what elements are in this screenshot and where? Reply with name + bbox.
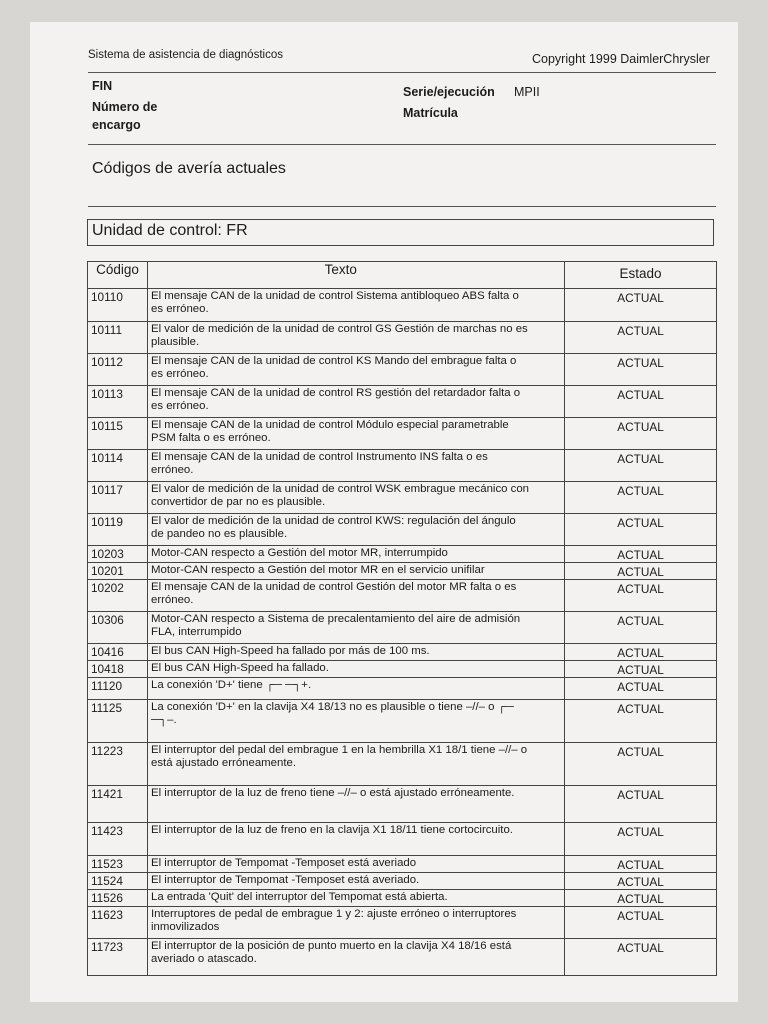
column-header-status: Estado (565, 262, 717, 289)
fault-codes-table (87, 261, 717, 976)
table-row (88, 907, 717, 939)
control-unit-box (87, 219, 714, 246)
table-row (88, 823, 717, 856)
section-rule (88, 206, 716, 207)
row-spacer (534, 786, 565, 823)
fault-description: El mensaje CAN de la unidad de control Módulo especial parametrable PSM falta o es erróneo. (148, 418, 534, 450)
fault-description: El mensaje CAN de la unidad de control Gestión del motor MR falta o es erróneo. (148, 580, 534, 612)
fault-status: ACTUAL (565, 354, 717, 386)
fault-status: ACTUAL (565, 482, 717, 514)
fault-description: La entrada 'Quit' del interruptor del Tempomat está abierta. (148, 890, 534, 907)
fault-description: El interruptor de Tempomat -Temposet está averiado. (148, 873, 534, 890)
fault-description: El mensaje CAN de la unidad de control KS Mando del embrague falta o es erróneo. (148, 354, 534, 386)
fault-code: 11125 (88, 700, 148, 743)
fault-code: 10111 (88, 322, 148, 354)
fault-status: ACTUAL (565, 418, 717, 450)
row-spacer (534, 644, 565, 661)
fault-status: ACTUAL (565, 907, 717, 939)
row-spacer (534, 563, 565, 580)
fault-code: 10418 (88, 661, 148, 678)
fault-status: ACTUAL (565, 890, 717, 907)
fault-status: ACTUAL (565, 580, 717, 612)
table-row (88, 873, 717, 890)
fault-description: El mensaje CAN de la unidad de control Sistema antibloqueo ABS falta o es erróneo. (148, 289, 534, 322)
fin-label: FIN (92, 79, 113, 93)
row-spacer (534, 678, 565, 700)
table-row (88, 678, 717, 700)
fault-code: 11120 (88, 678, 148, 700)
row-spacer (534, 856, 565, 873)
table-row (88, 700, 717, 743)
fault-status: ACTUAL (565, 661, 717, 678)
fault-code: 11223 (88, 743, 148, 786)
fault-description: Motor-CAN respecto a Sistema de precalentamiento del aire de admisión FLA, interrumpido (148, 612, 534, 644)
control-unit-label: Unidad de control: FR (92, 222, 248, 239)
fault-status: ACTUAL (565, 786, 717, 823)
column-spacer (534, 262, 565, 289)
row-spacer (534, 612, 565, 644)
table-row (88, 322, 717, 354)
copyright-notice: Copyright 1999 DaimlerChrysler (532, 52, 710, 66)
row-spacer (534, 450, 565, 482)
fault-code: 10416 (88, 644, 148, 661)
fault-code: 10119 (88, 514, 148, 546)
row-spacer (534, 514, 565, 546)
fault-description: El mensaje CAN de la unidad de control RS gestión del retardador falta o es erróneo. (148, 386, 534, 418)
fault-code: 11526 (88, 890, 148, 907)
fault-code: 10117 (88, 482, 148, 514)
table-row (88, 514, 717, 546)
series-value: MPII (514, 85, 540, 99)
fault-status: ACTUAL (565, 700, 717, 743)
fault-status: ACTUAL (565, 743, 717, 786)
table-row (88, 386, 717, 418)
table-row (88, 354, 717, 386)
table-row (88, 939, 717, 976)
row-spacer (534, 907, 565, 939)
fault-description: El interruptor de la luz de freno en la clavija X1 18/11 tiene cortocircuito. (148, 823, 534, 856)
table-header-row (88, 262, 717, 289)
fault-description: El bus CAN High-Speed ha fallado. (148, 661, 534, 678)
fault-description: El interruptor de Tempomat -Temposet está averiado (148, 856, 534, 873)
row-spacer (534, 482, 565, 514)
row-spacer (534, 546, 565, 563)
column-header-code: Código (88, 262, 148, 289)
row-spacer (534, 823, 565, 856)
document-page (30, 22, 738, 1002)
table-row (88, 580, 717, 612)
row-spacer (534, 289, 565, 322)
fault-code: 10115 (88, 418, 148, 450)
fault-code: 10202 (88, 580, 148, 612)
table-row (88, 418, 717, 450)
fault-status: ACTUAL (565, 386, 717, 418)
fault-description: Motor-CAN respecto a Gestión del motor MR, interrumpido (148, 546, 534, 563)
fault-description: El bus CAN High-Speed ha fallado por más de 100 ms. (148, 644, 534, 661)
fault-code: 10113 (88, 386, 148, 418)
fault-code: 10114 (88, 450, 148, 482)
fault-description: El interruptor del pedal del embrague 1 en la hembrilla X1 18/1 tiene –//– o está ajustado erróneamente. (148, 743, 534, 786)
fault-code: 11723 (88, 939, 148, 976)
row-spacer (534, 661, 565, 678)
fault-description: El valor de medición de la unidad de control WSK embrague mecánico con convertidor de par no es plausible. (148, 482, 534, 514)
fault-status: ACTUAL (565, 939, 717, 976)
header-rule (88, 72, 716, 73)
table-row (88, 482, 717, 514)
row-spacer (534, 580, 565, 612)
row-spacer (534, 386, 565, 418)
table-row (88, 856, 717, 873)
row-spacer (534, 890, 565, 907)
fault-status: ACTUAL (565, 546, 717, 563)
fault-status: ACTUAL (565, 873, 717, 890)
fault-description: Interruptores de pedal de embrague 1 y 2: ajuste erróneo o interruptores inmovilizados (148, 907, 534, 939)
table-row (88, 546, 717, 563)
fault-status: ACTUAL (565, 322, 717, 354)
fault-status: ACTUAL (565, 563, 717, 580)
row-spacer (534, 743, 565, 786)
fault-description: La conexión 'D+' en la clavija X4 18/13 no es plausible o tiene –//– o ┌─ ─┐–. (148, 700, 534, 743)
row-spacer (534, 354, 565, 386)
column-header-text: Texto (148, 262, 534, 289)
fault-description: El valor de medición de la unidad de control KWS: regulación del ángulo de pandeo no es plausible. (148, 514, 534, 546)
fault-code: 10203 (88, 546, 148, 563)
table-row (88, 450, 717, 482)
fault-code: 11421 (88, 786, 148, 823)
row-spacer (534, 873, 565, 890)
fault-status: ACTUAL (565, 289, 717, 322)
fault-code: 10201 (88, 563, 148, 580)
fault-description: La conexión 'D+' tiene ┌─ ─┐+. (148, 678, 534, 700)
fault-status: ACTUAL (565, 612, 717, 644)
table-row (88, 661, 717, 678)
fault-code: 10112 (88, 354, 148, 386)
fault-description: El valor de medición de la unidad de control GS Gestión de marchas no es plausible. (148, 322, 534, 354)
row-spacer (534, 418, 565, 450)
row-spacer (534, 939, 565, 976)
fault-status: ACTUAL (565, 644, 717, 661)
fault-code: 11423 (88, 823, 148, 856)
fault-code: 11523 (88, 856, 148, 873)
fault-code: 11524 (88, 873, 148, 890)
fault-description: El interruptor de la luz de freno tiene –//– o está ajustado erróneamente. (148, 786, 534, 823)
fault-status: ACTUAL (565, 450, 717, 482)
table-row (88, 612, 717, 644)
table-row (88, 289, 717, 322)
fault-status: ACTUAL (565, 823, 717, 856)
table-row (88, 743, 717, 786)
row-spacer (534, 700, 565, 743)
fault-status: ACTUAL (565, 678, 717, 700)
fault-description: Motor-CAN respecto a Gestión del motor MR en el servicio unifilar (148, 563, 534, 580)
order-number-label-line2: encargo (92, 118, 141, 132)
plate-label: Matrícula (403, 106, 458, 120)
fault-code: 10306 (88, 612, 148, 644)
order-number-label-line1: Número de (92, 100, 158, 114)
section-title: Códigos de avería actuales (92, 160, 286, 177)
fault-description: El mensaje CAN de la unidad de control Instrumento INS falta o es erróneo. (148, 450, 534, 482)
fault-code: 11623 (88, 907, 148, 939)
table-row (88, 644, 717, 661)
fault-status: ACTUAL (565, 514, 717, 546)
series-label: Serie/ejecución (403, 85, 495, 99)
fault-code: 10110 (88, 289, 148, 322)
fault-status: ACTUAL (565, 856, 717, 873)
table-row (88, 786, 717, 823)
system-name: Sistema de asistencia de diagnósticos (88, 49, 283, 61)
fault-description: El interruptor de la posición de punto muerto en la clavija X4 18/16 está averiado o atascado. (148, 939, 534, 976)
vehicle-info-rule (88, 144, 716, 145)
table-row (88, 890, 717, 907)
table-row (88, 563, 717, 580)
row-spacer (534, 322, 565, 354)
